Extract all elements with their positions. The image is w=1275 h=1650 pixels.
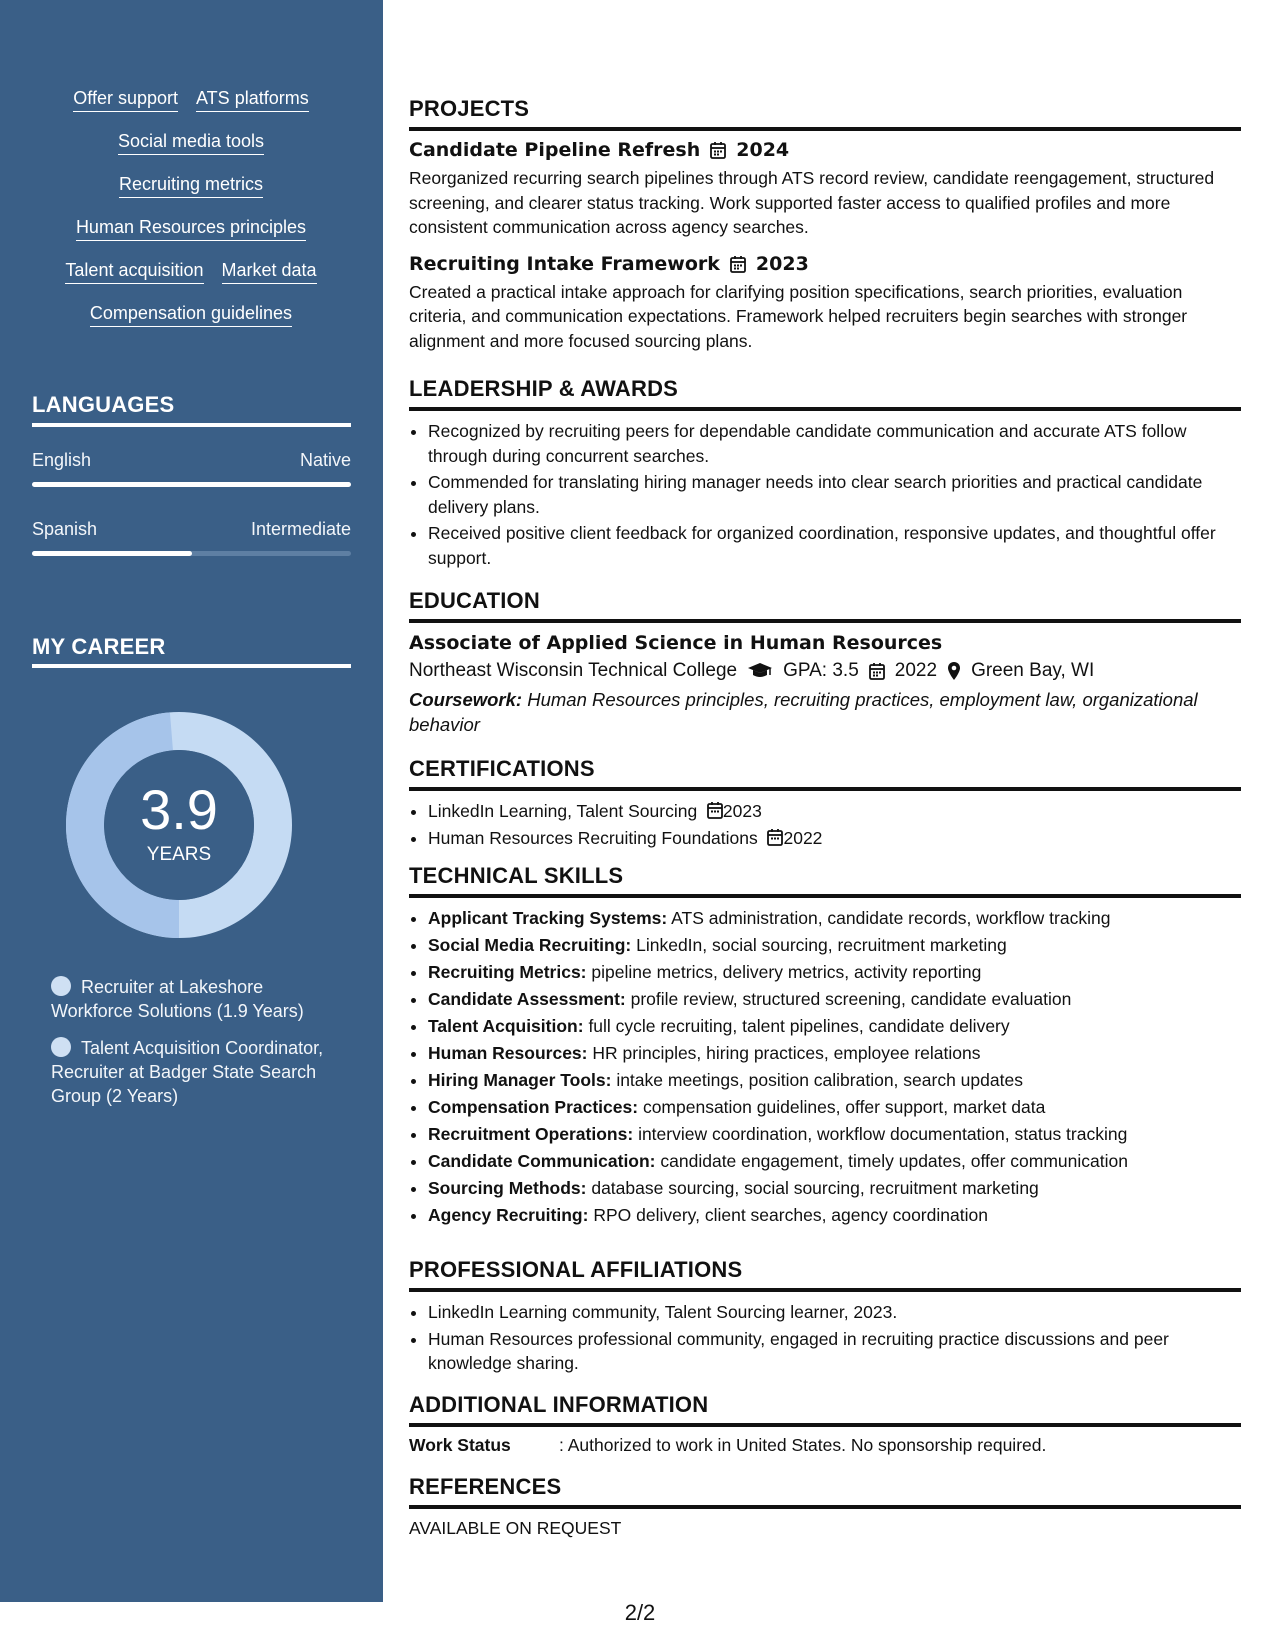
graduation-cap-icon [747, 662, 773, 680]
section-title: TECHNICAL SKILLS [409, 863, 624, 888]
skill-label: Compensation Practices: [428, 1097, 639, 1117]
additional-info-section [409, 1392, 1241, 1456]
leadership-list [409, 419, 1241, 570]
list-item: • Human Resources professional community, engaged in recruiting practice discussions and peer knowledge sharing. [428, 1327, 1241, 1376]
career-years-value: 3.9 [140, 778, 218, 841]
certifications-list [409, 799, 1241, 851]
list-item [428, 826, 1241, 851]
work-status-row [409, 1435, 1241, 1456]
projects-section [409, 96, 1241, 353]
skill-value: profile review, structured screening, candidate evaluation [630, 989, 1072, 1009]
skill-value: candidate engagement, timely updates, offer communication [660, 1151, 1128, 1171]
section-rule [409, 407, 1241, 411]
skill-tag: Compensation guidelines [90, 301, 292, 327]
skill-row [32, 301, 350, 327]
language-level: Native [299, 450, 351, 470]
language-row-english [32, 450, 351, 471]
skill-value: interview coordination, workflow documentation, status tracking [638, 1124, 1128, 1144]
skill-item [428, 987, 1241, 1012]
skill-label: Candidate Communication: [428, 1151, 656, 1171]
skill-value: RPO delivery, client searches, agency coordination [593, 1205, 988, 1225]
skill-tag: Recruiting metrics [119, 172, 263, 198]
skill-tag: Talent acquisition [65, 258, 203, 284]
skill-label: Candidate Assessment: [428, 989, 626, 1009]
language-bar-fill [32, 482, 351, 487]
skill-tag: Human Resources principles [76, 215, 306, 241]
section-rule [409, 1423, 1241, 1427]
project-name: Recruiting Intake Framework [409, 252, 720, 275]
skill-item [428, 1122, 1241, 1147]
skill-item [428, 1041, 1241, 1066]
section-title: PROFESSIONAL AFFILIATIONS [409, 1257, 743, 1282]
skill-item [428, 1149, 1241, 1174]
project-heading [409, 139, 1241, 161]
list-item [428, 799, 1241, 824]
calendar-icon [710, 141, 726, 159]
school-name: Northeast Wisconsin Technical College [409, 660, 738, 681]
language-bar-spanish [32, 551, 351, 556]
section-rule [409, 619, 1241, 623]
technical-skills-section [409, 863, 1241, 1230]
technical-skills-list [409, 906, 1241, 1228]
career-item [51, 975, 341, 1023]
skills-cloud [32, 86, 350, 344]
education-location: Green Bay, WI [971, 660, 1095, 681]
section-rule [409, 1288, 1241, 1292]
section-rule [409, 1505, 1241, 1509]
skill-value: compensation guidelines, offer support, market data [642, 1097, 1046, 1117]
certification-year: 2023 [722, 801, 762, 821]
career-item-text: Talent Acquisition Coordinator, Recruiter at Badger State Search Group (2 Years) [51, 1038, 324, 1106]
skill-label: Sourcing Methods: [428, 1178, 587, 1198]
skill-item [428, 1014, 1241, 1039]
career-item [51, 1036, 341, 1108]
skill-label: Social Media Recruiting: [428, 935, 632, 955]
skill-tag: Market data [222, 258, 317, 284]
skill-item [428, 960, 1241, 985]
skill-value: database sourcing, social sourcing, recruitment marketing [591, 1178, 1039, 1198]
leadership-section [409, 376, 1241, 572]
affiliations-list [409, 1300, 1241, 1376]
skill-label: Applicant Tracking Systems: [428, 908, 668, 928]
skill-label: Recruitment Operations: [428, 1124, 634, 1144]
section-title: CERTIFICATIONS [409, 756, 595, 781]
skill-value: HR principles, hiring practices, employee relations [592, 1043, 981, 1063]
list-item: • Recognized by recruiting peers for dependable candidate communication and accurate ATS follow through during concurrent searches. [428, 419, 1241, 468]
section-rule [409, 894, 1241, 898]
language-name: Spanish [32, 519, 98, 539]
languages-rule [32, 423, 351, 427]
degree-name: Associate of Applied Science in Human Resources [409, 632, 943, 654]
education-year: 2022 [894, 660, 938, 681]
skill-row [32, 86, 350, 112]
coursework [409, 688, 1241, 737]
skill-row [32, 172, 350, 198]
references-text: AVAILABLE ON REQUEST [409, 1518, 622, 1538]
sidebar [0, 0, 383, 1602]
education-gpa: GPA: 3.5 [783, 660, 859, 681]
career-item-text: Recruiter at Lakeshore Workforce Solutions (1.9 Years) [51, 977, 304, 1021]
skill-tag: ATS platforms [196, 86, 309, 112]
project-year: 2024 [736, 139, 790, 161]
skill-row [32, 258, 350, 284]
section-title: ADDITIONAL INFORMATION [409, 1392, 709, 1417]
project-description: Reorganized recurring search pipelines through ATS record review, candidate reengagement, structured screening, and clearer status tracking. Work supported faster access to qualified profiles and more consistent communication across agency searches. [409, 168, 1215, 237]
certification-name: Human Resources Recruiting Foundations [428, 828, 758, 848]
list-item: • LinkedIn Learning community, Talent Sourcing learner, 2023. [428, 1300, 1241, 1325]
certifications-section [409, 756, 1241, 853]
work-status-value: : Authorized to work in United States. No sponsorship required. [559, 1435, 1047, 1455]
project-description: Created a practical intake approach for clarifying position specifications, search priorities, evaluation criteria, and communication expectations. Framework helped recruiters begin searches with stronger alignment and more focused sourcing plans. [409, 281, 1188, 351]
skill-value: ATS administration, candidate records, workflow tracking [671, 908, 1111, 928]
section-title: REFERENCES [409, 1474, 562, 1499]
skill-item [428, 1203, 1241, 1228]
education-details [409, 660, 1241, 682]
section-title: PROJECTS [409, 96, 530, 121]
skill-tag: Offer support [73, 86, 178, 112]
skill-item [428, 906, 1241, 931]
list-item: • Received positive client feedback for organized coordination, responsive updates, and thoughtful offer support. [428, 521, 1241, 570]
language-bar-english [32, 482, 351, 487]
references-section [409, 1474, 1241, 1539]
language-name: English [32, 450, 92, 470]
affiliations-section [409, 1257, 1241, 1378]
section-rule [409, 127, 1241, 131]
skill-item [428, 1176, 1241, 1201]
career-years-label: YEARS [146, 844, 212, 865]
calendar-icon [730, 255, 746, 273]
section-title: EDUCATION [409, 588, 540, 613]
career-bullet-icon [51, 1037, 71, 1057]
skill-tag: Social media tools [118, 129, 264, 155]
skill-item [428, 1095, 1241, 1120]
skill-item [428, 933, 1241, 958]
skill-item [428, 1068, 1241, 1093]
career-bullet-icon [51, 976, 71, 996]
coursework-label: Coursework: [409, 689, 523, 710]
education-section [409, 588, 1241, 737]
calendar-icon [707, 801, 723, 819]
skill-row [32, 215, 350, 241]
degree-title [409, 632, 1241, 654]
language-row-spanish [32, 519, 351, 540]
page-number: 2/2 [624, 1600, 656, 1625]
certification-name: LinkedIn Learning, Talent Sourcing [428, 801, 698, 821]
skill-value: LinkedIn, social sourcing, recruitment marketing [636, 935, 1007, 955]
skill-label: Recruiting Metrics: [428, 962, 587, 982]
calendar-icon [869, 662, 885, 680]
certification-year: 2022 [783, 828, 823, 848]
project-heading [409, 253, 1241, 275]
language-level: Intermediate [250, 519, 351, 539]
skill-label: Talent Acquisition: [428, 1016, 584, 1036]
section-rule [409, 787, 1241, 791]
skill-value: pipeline metrics, delivery metrics, activity reporting [591, 962, 982, 982]
career-rule [32, 664, 351, 668]
skill-row [32, 129, 350, 155]
skill-label: Agency Recruiting: [428, 1205, 589, 1225]
skill-value: intake meetings, position calibration, search updates [616, 1070, 1023, 1090]
language-bar-fill [32, 551, 192, 556]
languages-title: LANGUAGES [32, 392, 175, 417]
project-year: 2023 [755, 252, 809, 275]
coursework-text: Human Resources principles, recruiting practices, employment law, organizational behavior [409, 689, 1198, 735]
calendar-icon [767, 828, 783, 846]
list-item: • Commended for translating hiring manager needs into clear search priorities and practical candidate delivery plans. [428, 470, 1241, 519]
skill-value: full cycle recruiting, talent pipelines, candidate delivery [588, 1016, 1010, 1036]
location-pin-icon [947, 661, 961, 681]
career-title: MY CAREER [32, 634, 166, 659]
skill-label: Hiring Manager Tools: [428, 1070, 612, 1090]
skill-label: Human Resources: [428, 1043, 588, 1063]
section-title: LEADERSHIP & AWARDS [409, 376, 679, 401]
project-name: Candidate Pipeline Refresh [409, 139, 701, 161]
work-status-label: Work Status [409, 1435, 511, 1455]
